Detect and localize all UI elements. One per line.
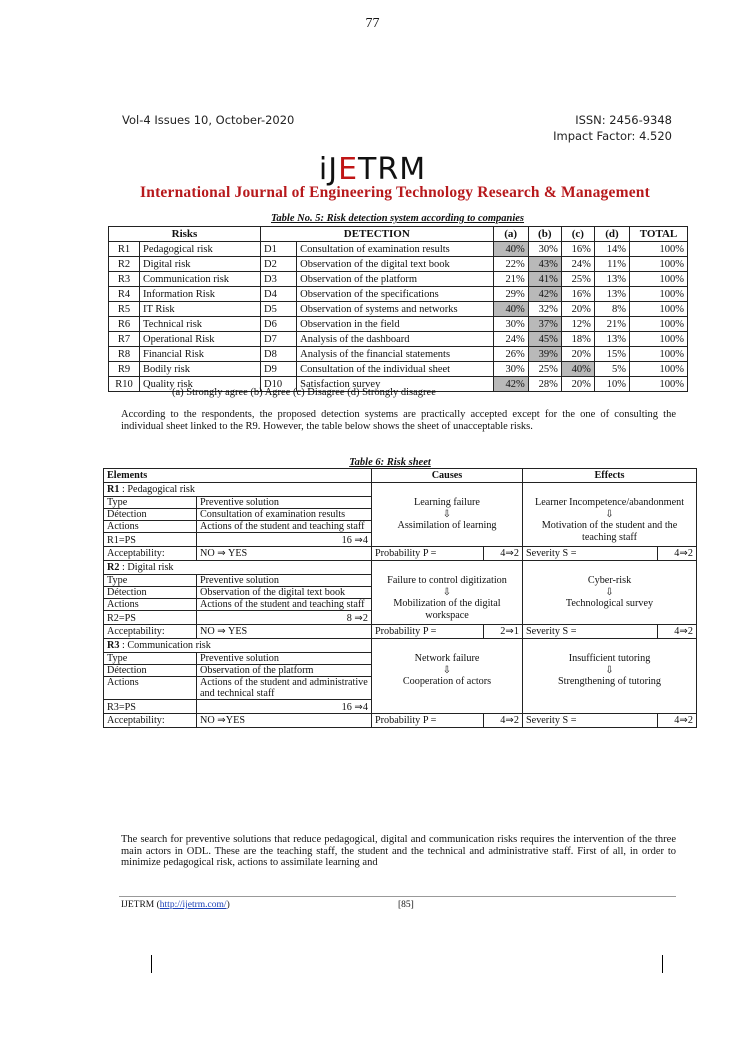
header-a: (a) bbox=[493, 227, 528, 242]
table5-row bbox=[109, 287, 688, 302]
value-a: 21% bbox=[493, 272, 528, 287]
header-risks: Risks bbox=[109, 227, 261, 242]
value-b: 32% bbox=[528, 302, 561, 317]
detection-method: Satisfaction survey bbox=[297, 377, 493, 392]
label-actions: Actions bbox=[104, 599, 197, 611]
acceptability-value: NO ⇒ YES bbox=[197, 547, 372, 561]
risk-block-title: R3 : Communication risk bbox=[107, 640, 211, 651]
value-b: 45% bbox=[528, 332, 561, 347]
severity-value: 4⇒2 bbox=[658, 625, 697, 639]
risk-block-id: R3 bbox=[107, 640, 120, 651]
volume-info: Vol-4 Issues 10, October-2020 bbox=[122, 113, 295, 127]
value-total: 100% bbox=[630, 272, 688, 287]
table5-row bbox=[109, 257, 688, 272]
value-b: 43% bbox=[528, 257, 561, 272]
impact-factor: Impact Factor: 4.520 bbox=[553, 129, 672, 143]
value-c: 18% bbox=[561, 332, 594, 347]
risk-block bbox=[104, 639, 697, 728]
header-detection: DETECTION bbox=[260, 227, 493, 242]
value-b: 28% bbox=[528, 377, 561, 392]
value-b: 30% bbox=[528, 242, 561, 257]
value-b: 42% bbox=[528, 287, 561, 302]
header-d: (d) bbox=[594, 227, 629, 242]
actions-value: Actions of the student and administrative and technical staff bbox=[197, 677, 372, 700]
risk-id: R5 bbox=[109, 302, 140, 317]
footer-link[interactable]: http://ijetrm.com/ bbox=[159, 900, 227, 910]
risk-block-id: R2 bbox=[107, 562, 120, 573]
value-a: 29% bbox=[493, 287, 528, 302]
type-value: Preventive solution bbox=[197, 497, 372, 509]
label-severity: Severity S = bbox=[526, 715, 577, 726]
header-effects: Effects bbox=[523, 469, 697, 483]
detection-method: Analysis of the financial statements bbox=[297, 347, 493, 362]
causes-content bbox=[372, 561, 522, 621]
detection-method: Observation of the specifications bbox=[297, 287, 493, 302]
probability-value: 2⇒1 bbox=[484, 625, 523, 639]
detection-id: D1 bbox=[260, 242, 296, 257]
probability-row bbox=[372, 624, 522, 638]
value-d: 21% bbox=[594, 317, 629, 332]
paragraph-preventive: The search for preventive solutions that reduce pedagogical, digital and communication risks requires the intervention of the three main actors in ODL. These are the teaching staff, the student and the technical and administrative staff. First of all, in order to minimize pedagogical risk, actions to assimilate learning and bbox=[121, 834, 676, 868]
table5-caption: Table No. 5: Risk detection system according to companies bbox=[270, 213, 525, 224]
causes-content bbox=[372, 639, 522, 688]
detection-value: Consultation of examination results bbox=[197, 509, 372, 521]
value-b: 25% bbox=[528, 362, 561, 377]
risk-name: Operational Risk bbox=[140, 332, 261, 347]
risk-detection-table bbox=[108, 226, 688, 392]
label-probability: Probability P = bbox=[375, 626, 437, 637]
risk-name: Financial Risk bbox=[140, 347, 261, 362]
ps-label: R3=PS bbox=[104, 700, 197, 714]
detection-value: Observation of the digital text book bbox=[197, 587, 372, 599]
detection-id: D7 bbox=[260, 332, 296, 347]
value-d: 13% bbox=[594, 272, 629, 287]
effect-secondary: Motivation of the student and the teaching staff bbox=[541, 520, 678, 543]
value-b: 41% bbox=[528, 272, 561, 287]
detection-id: D6 bbox=[260, 317, 296, 332]
value-c: 16% bbox=[561, 287, 594, 302]
value-a: 22% bbox=[493, 257, 528, 272]
label-acceptability: Acceptability: bbox=[104, 625, 197, 639]
arrow-down-icon: ⇩ bbox=[605, 508, 614, 520]
ps-value: 16 ⇒4 bbox=[197, 700, 372, 714]
value-total: 100% bbox=[630, 257, 688, 272]
value-a: 42% bbox=[493, 377, 528, 392]
risk-name: Quality risk bbox=[140, 377, 261, 392]
value-d: 13% bbox=[594, 332, 629, 347]
effects-cell bbox=[523, 483, 697, 561]
ps-value: 8 ⇒2 bbox=[197, 611, 372, 625]
table5-legend: (a) Strongly agree (b) Agree (c) Disagree (d) Strongly disagree bbox=[172, 387, 436, 398]
ps-label: R1=PS bbox=[104, 533, 197, 547]
value-b: 39% bbox=[528, 347, 561, 362]
footer-divider bbox=[119, 896, 676, 897]
effects-content bbox=[523, 561, 696, 610]
risk-sheet-table bbox=[103, 468, 697, 728]
risk-id: R4 bbox=[109, 287, 140, 302]
value-d: 13% bbox=[594, 287, 629, 302]
value-c: 40% bbox=[561, 362, 594, 377]
journal-title: International Journal of Engineering Technology Research & Management bbox=[140, 184, 650, 201]
cause-secondary: Mobilization of the digital workspace bbox=[393, 598, 501, 621]
risk-name: Pedagogical risk bbox=[140, 242, 261, 257]
risk-block-title: R2 : Digital risk bbox=[107, 562, 174, 573]
table5-row bbox=[109, 362, 688, 377]
effect-secondary: Strengthening of tutoring bbox=[558, 676, 661, 687]
table5-row bbox=[109, 302, 688, 317]
journal-logo: iJETRM bbox=[318, 152, 427, 187]
label-type: Type bbox=[104, 653, 197, 665]
value-c: 12% bbox=[561, 317, 594, 332]
severity-value: 4⇒2 bbox=[658, 714, 697, 728]
risk-elements-cell bbox=[104, 483, 372, 561]
acceptability-value: NO ⇒YES bbox=[197, 714, 372, 728]
effect-primary: Insufficient tutoring bbox=[568, 653, 651, 664]
risk-id: R3 bbox=[109, 272, 140, 287]
effects-cell bbox=[523, 639, 697, 728]
detection-method: Observation of the digital text book bbox=[297, 257, 493, 272]
cause-secondary: Assimilation of learning bbox=[397, 520, 497, 531]
value-c: 25% bbox=[561, 272, 594, 287]
risk-elements-cell bbox=[104, 639, 372, 728]
detection-id: D3 bbox=[260, 272, 296, 287]
risk-id: R8 bbox=[109, 347, 140, 362]
effect-primary: Cyber-risk bbox=[587, 575, 632, 586]
severity-row bbox=[523, 624, 696, 638]
detection-id: D5 bbox=[260, 302, 296, 317]
risk-id: R10 bbox=[109, 377, 140, 392]
ps-label: R2=PS bbox=[104, 611, 197, 625]
cause-primary: Network failure bbox=[414, 653, 480, 664]
actions-value: Actions of the student and teaching staff bbox=[197, 599, 372, 611]
risk-name: Bodily risk bbox=[140, 362, 261, 377]
actions-value: Actions of the student and teaching staff bbox=[197, 521, 372, 533]
causes-cell bbox=[372, 561, 523, 639]
value-total: 100% bbox=[630, 242, 688, 257]
risk-block-id: R1 bbox=[107, 484, 120, 495]
header-elements: Elements bbox=[104, 469, 372, 483]
detection-method: Observation in the field bbox=[297, 317, 493, 332]
table6-header-row bbox=[104, 469, 697, 483]
table5-row bbox=[109, 272, 688, 287]
detection-id: D4 bbox=[260, 287, 296, 302]
cause-primary: Failure to control digitization bbox=[387, 575, 507, 586]
acceptability-value: NO ⇒ YES bbox=[197, 625, 372, 639]
footer-source: IJETRM (http://ijetrm.com/) bbox=[121, 900, 230, 910]
severity-row bbox=[523, 546, 696, 560]
risk-name: IT Risk bbox=[140, 302, 261, 317]
value-a: 26% bbox=[493, 347, 528, 362]
label-detection: Détection bbox=[104, 665, 197, 677]
detection-id: D9 bbox=[260, 362, 296, 377]
severity-row bbox=[523, 713, 696, 727]
detection-value: Observation of the platform bbox=[197, 665, 372, 677]
arrow-down-icon: ⇩ bbox=[605, 586, 614, 598]
label-actions: Actions bbox=[104, 677, 197, 700]
value-total: 100% bbox=[630, 362, 688, 377]
causes-content bbox=[372, 483, 522, 532]
label-detection: Détection bbox=[104, 509, 197, 521]
header-total: TOTAL bbox=[630, 227, 688, 242]
label-type: Type bbox=[104, 575, 197, 587]
header-c: (c) bbox=[561, 227, 594, 242]
value-total: 100% bbox=[630, 287, 688, 302]
value-b: 37% bbox=[528, 317, 561, 332]
header-causes: Causes bbox=[372, 469, 523, 483]
causes-cell bbox=[372, 483, 523, 561]
label-severity: Severity S = bbox=[526, 626, 577, 637]
value-d: 5% bbox=[594, 362, 629, 377]
detection-method: Observation of systems and networks bbox=[297, 302, 493, 317]
cause-secondary: Cooperation of actors bbox=[402, 676, 492, 687]
value-c: 20% bbox=[561, 302, 594, 317]
label-probability: Probability P = bbox=[375, 548, 437, 559]
probability-value: 4⇒2 bbox=[484, 714, 523, 728]
header-b: (b) bbox=[528, 227, 561, 242]
table5-row bbox=[109, 242, 688, 257]
value-d: 8% bbox=[594, 302, 629, 317]
risk-id: R7 bbox=[109, 332, 140, 347]
label-acceptability: Acceptability: bbox=[104, 714, 197, 728]
arrow-down-icon: ⇩ bbox=[442, 508, 452, 520]
risk-name: Digital risk bbox=[140, 257, 261, 272]
effects-content bbox=[523, 639, 696, 688]
risk-id: R1 bbox=[109, 242, 140, 257]
cause-primary: Learning failure bbox=[414, 497, 480, 508]
value-total: 100% bbox=[630, 317, 688, 332]
value-d: 15% bbox=[594, 347, 629, 362]
table5-header-row bbox=[109, 227, 688, 242]
type-value: Preventive solution bbox=[197, 575, 372, 587]
value-c: 24% bbox=[561, 257, 594, 272]
table6-caption: Table 6: Risk sheet bbox=[349, 457, 431, 468]
table5-row bbox=[109, 347, 688, 362]
label-acceptability: Acceptability: bbox=[104, 547, 197, 561]
effect-secondary: Technological survey bbox=[565, 598, 654, 609]
risk-block bbox=[104, 483, 697, 561]
probability-value: 4⇒2 bbox=[484, 547, 523, 561]
paragraph-respondents: According to the respondents, the proposed detection systems are practically accepted except for the one of consulting the individual sheet linked to the R9. However, the table below shows the sheet of unacceptable risks. bbox=[121, 409, 676, 432]
value-a: 30% bbox=[493, 317, 528, 332]
risk-id: R9 bbox=[109, 362, 140, 377]
issn: ISSN: 2456-9348 bbox=[575, 113, 672, 127]
arrow-down-icon: ⇩ bbox=[605, 664, 614, 676]
detection-method: Observation of the platform bbox=[297, 272, 493, 287]
risk-elements-cell bbox=[104, 561, 372, 639]
value-total: 100% bbox=[630, 302, 688, 317]
value-a: 24% bbox=[493, 332, 528, 347]
causes-cell bbox=[372, 639, 523, 728]
value-c: 16% bbox=[561, 242, 594, 257]
detection-id: D2 bbox=[260, 257, 296, 272]
probability-row bbox=[372, 546, 522, 560]
detection-method: Consultation of the individual sheet bbox=[297, 362, 493, 377]
risk-name: Technical risk bbox=[140, 317, 261, 332]
type-value: Preventive solution bbox=[197, 653, 372, 665]
value-a: 40% bbox=[493, 302, 528, 317]
effects-cell bbox=[523, 561, 697, 639]
detection-method: Consultation of examination results bbox=[297, 242, 493, 257]
risk-block-title: R1 : Pedagogical risk bbox=[107, 484, 195, 495]
risk-name: Information Risk bbox=[140, 287, 261, 302]
risk-id: R2 bbox=[109, 257, 140, 272]
table5-row bbox=[109, 317, 688, 332]
value-a: 30% bbox=[493, 362, 528, 377]
risk-id: R6 bbox=[109, 317, 140, 332]
value-d: 11% bbox=[594, 257, 629, 272]
risk-elements-table bbox=[104, 652, 371, 727]
value-c: 20% bbox=[561, 347, 594, 362]
label-severity: Severity S = bbox=[526, 548, 577, 559]
probability-row bbox=[372, 713, 522, 727]
severity-value: 4⇒2 bbox=[658, 547, 697, 561]
risk-elements-table bbox=[104, 496, 371, 560]
detection-id: D10 bbox=[260, 377, 296, 392]
label-type: Type bbox=[104, 497, 197, 509]
value-total: 100% bbox=[630, 347, 688, 362]
value-a: 40% bbox=[493, 242, 528, 257]
detection-method: Analysis of the dashboard bbox=[297, 332, 493, 347]
effects-content bbox=[523, 483, 696, 543]
value-c: 20% bbox=[561, 377, 594, 392]
footer-page-number: [85] bbox=[398, 900, 414, 910]
margin-mark-left bbox=[151, 955, 152, 973]
risk-block bbox=[104, 561, 697, 639]
ps-value: 16 ⇒4 bbox=[197, 533, 372, 547]
arrow-down-icon: ⇩ bbox=[442, 586, 452, 598]
value-d: 10% bbox=[594, 377, 629, 392]
risk-elements-table bbox=[104, 574, 371, 638]
label-actions: Actions bbox=[104, 521, 197, 533]
risk-name: Communication risk bbox=[140, 272, 261, 287]
label-detection: Détection bbox=[104, 587, 197, 599]
value-total: 100% bbox=[630, 332, 688, 347]
detection-id: D8 bbox=[260, 347, 296, 362]
effect-primary: Learner Incompetence/abandonment bbox=[534, 497, 685, 508]
arrow-down-icon: ⇩ bbox=[442, 664, 452, 676]
table5-row bbox=[109, 332, 688, 347]
margin-mark-right bbox=[662, 955, 663, 973]
value-d: 14% bbox=[594, 242, 629, 257]
page-number-top: 77 bbox=[365, 16, 380, 31]
label-probability: Probability P = bbox=[375, 715, 437, 726]
value-total: 100% bbox=[630, 377, 688, 392]
